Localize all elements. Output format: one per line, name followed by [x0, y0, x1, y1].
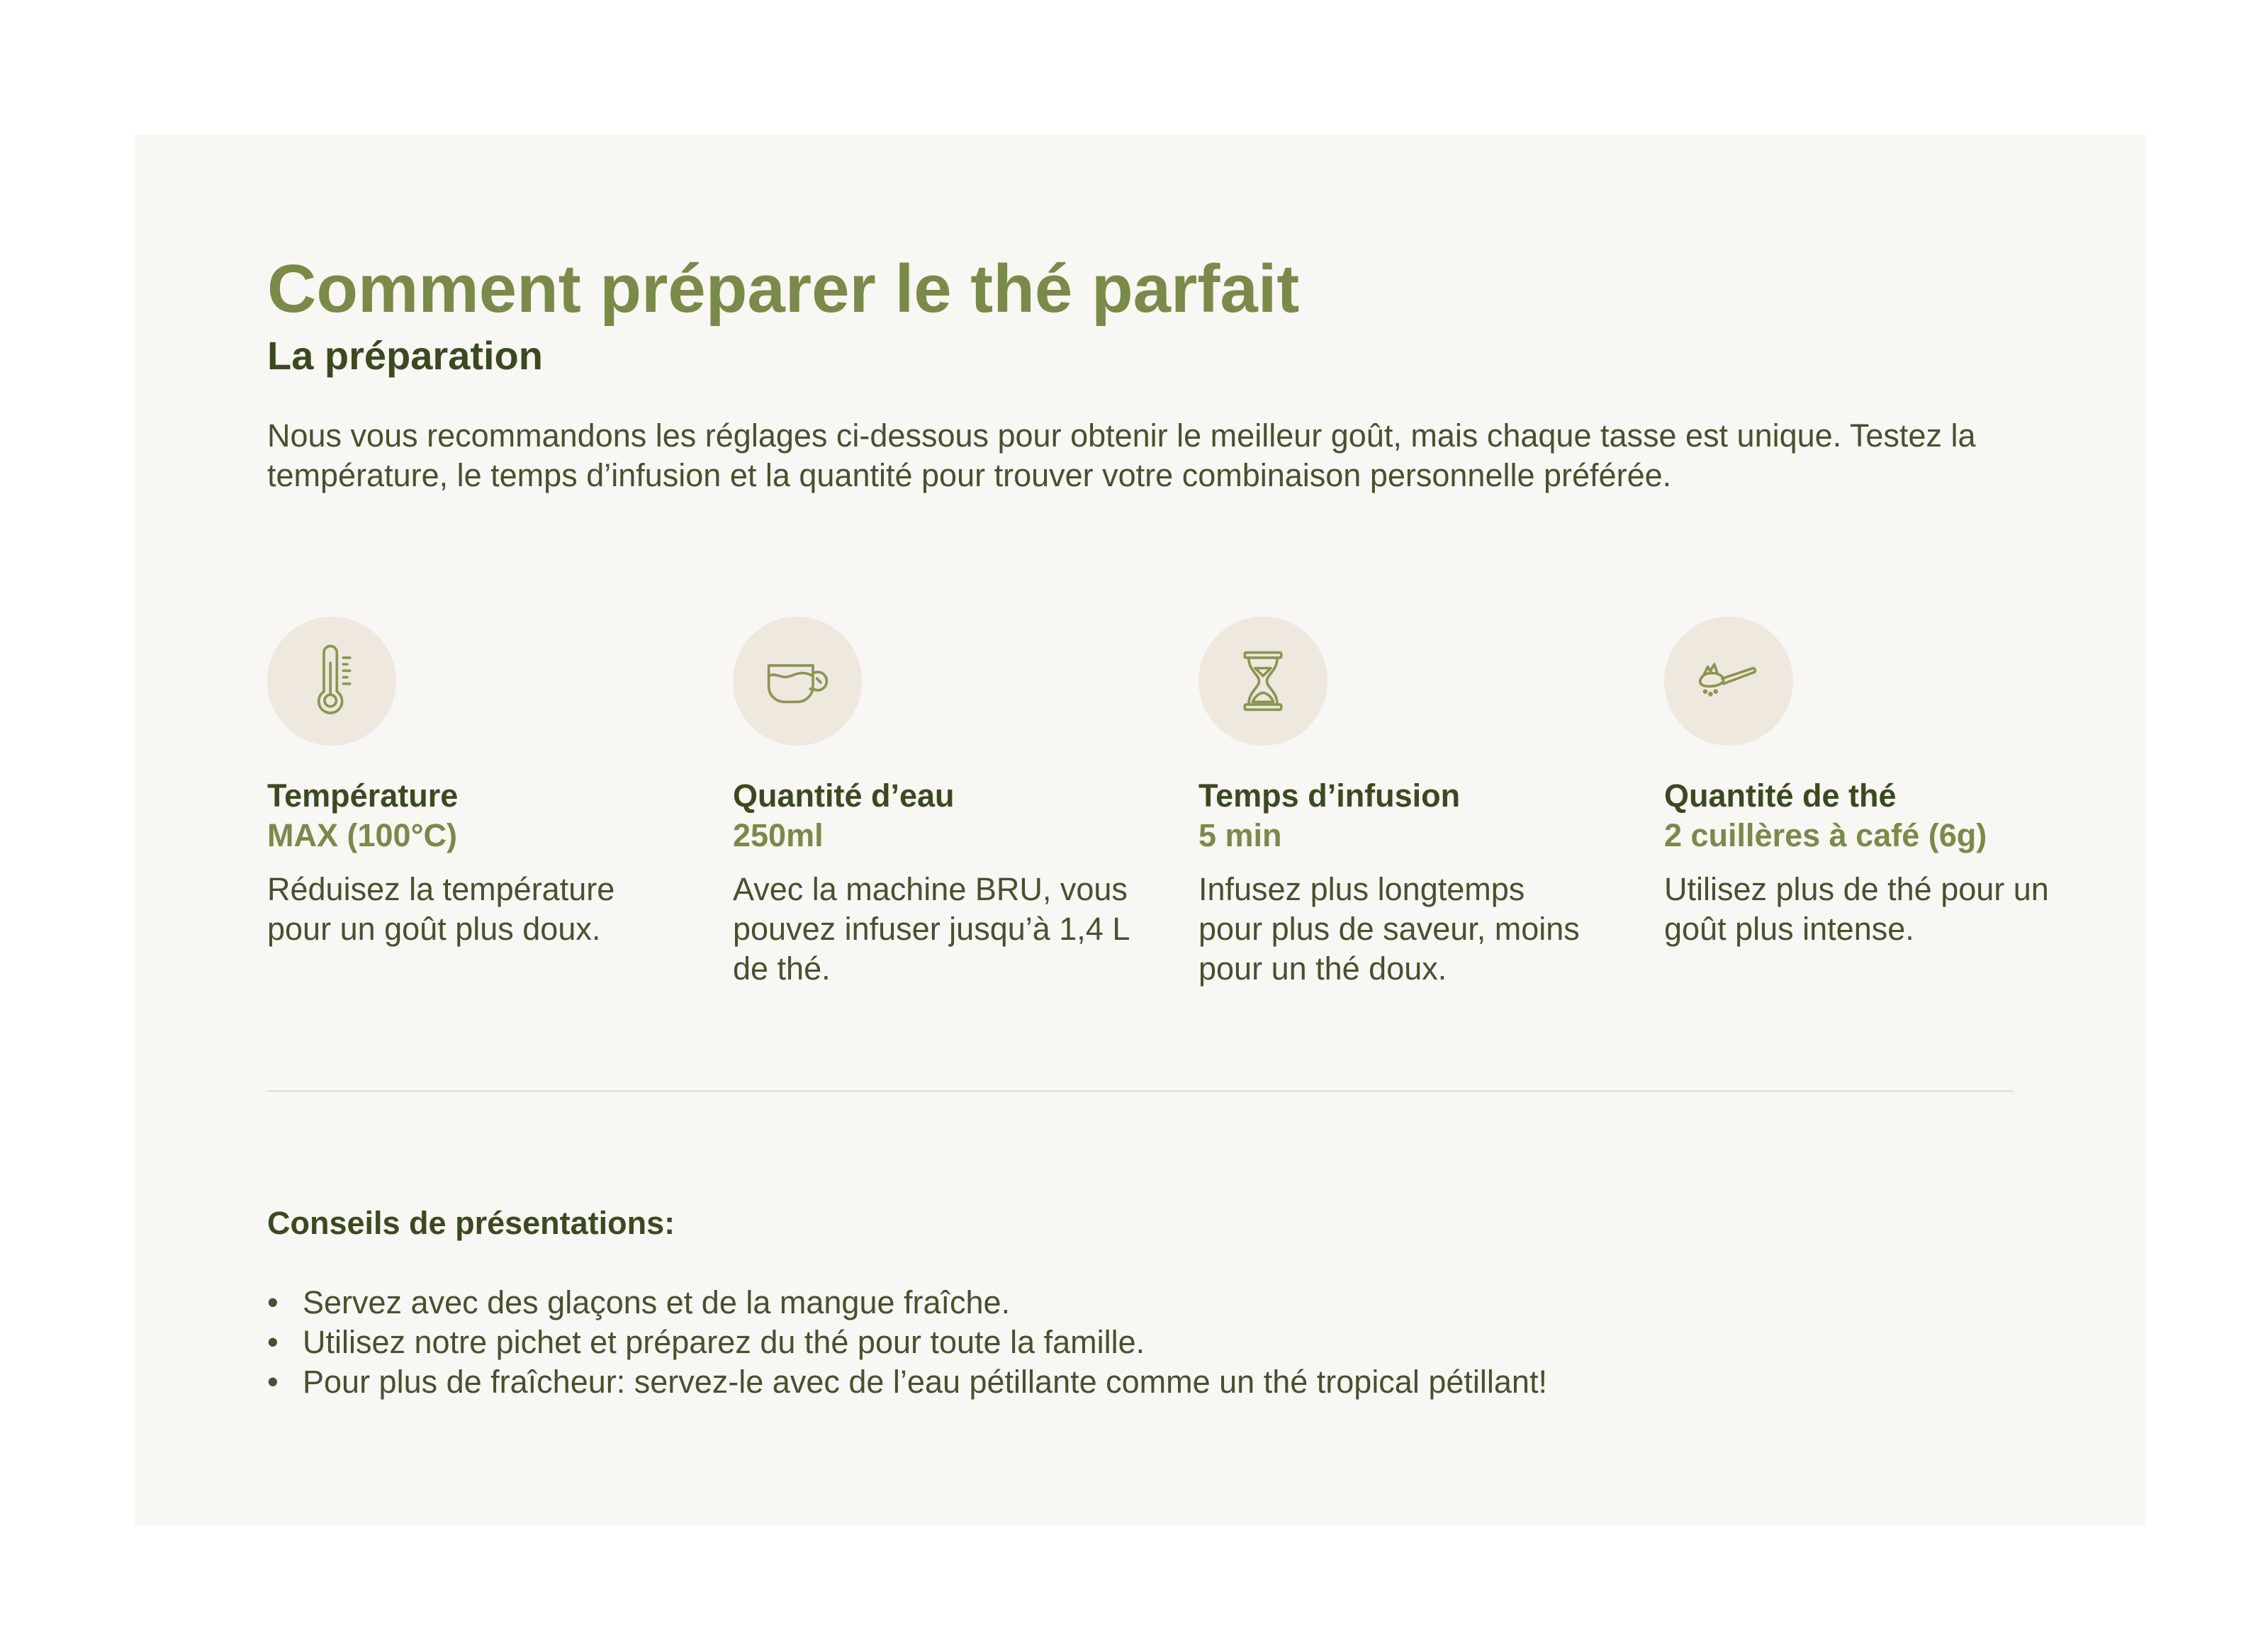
tip-text: Pour plus de fraîcheur: servez-le avec de l’eau pétillante comme un thé tropical pétillant! — [303, 1364, 1547, 1400]
intro-paragraph: Nous vous recommandons les réglages ci-dessous pour obtenir le meilleur goût, mais chaque tasse est unique. Testez la température, le temps d’infusion et la quantité pour trouver votre combinaison personnelle préférée. — [267, 417, 1976, 493]
feature-temperature — [267, 617, 664, 947]
feature-value: 5 min — [1198, 817, 1282, 853]
tip-text: Utilisez notre pichet et préparez du thé pour toute la famille. — [303, 1324, 1145, 1360]
feature-title: Quantité d’eau — [733, 778, 955, 814]
feature-title: Quantité de thé — [1664, 778, 1897, 814]
feature-title: Temps d’infusion — [1198, 778, 1461, 814]
feature-description: Réduisez la température pour un goût plus doux. — [267, 871, 615, 947]
feature-description: Infusez plus longtemps pour plus de saveur, moins pour un thé doux. — [1198, 871, 1580, 987]
list-item — [267, 1323, 1547, 1362]
bullet: • — [267, 1284, 279, 1320]
thermometer-icon — [267, 617, 396, 746]
list-item — [267, 1362, 1547, 1402]
feature-value: 250ml — [733, 817, 824, 853]
spoon-icon — [1664, 617, 1793, 746]
list-item — [267, 1283, 1547, 1323]
feature-value: MAX (100°C) — [267, 817, 458, 853]
tips-title: Conseils de présentations: — [267, 1205, 675, 1241]
feature-value: 2 cuillères à café (6g) — [1664, 817, 1987, 853]
preparation-card — [135, 135, 2146, 1525]
tips-list — [267, 1283, 1547, 1402]
feature-tea-quantity — [1664, 617, 2061, 947]
feature-title: Température — [267, 778, 459, 814]
tip-text: Servez avec des glaçons et de la mangue fraîche. — [303, 1284, 1011, 1320]
hourglass-icon — [1198, 617, 1327, 746]
bullet: • — [267, 1324, 279, 1360]
bullet: • — [267, 1364, 279, 1400]
section-subtitle: La préparation — [267, 333, 543, 378]
page-title: Comment préparer le thé parfait — [267, 251, 1300, 327]
feature-infusion-time — [1198, 617, 1595, 987]
feature-water-quantity — [733, 617, 1130, 987]
feature-description: Utilisez plus de thé pour un goût plus intense. — [1664, 871, 2049, 947]
section-divider — [267, 1090, 2014, 1092]
cup-icon — [733, 617, 862, 746]
feature-description: Avec la machine BRU, vous pouvez infuser jusqu’à 1,4 L de thé. — [733, 871, 1129, 987]
